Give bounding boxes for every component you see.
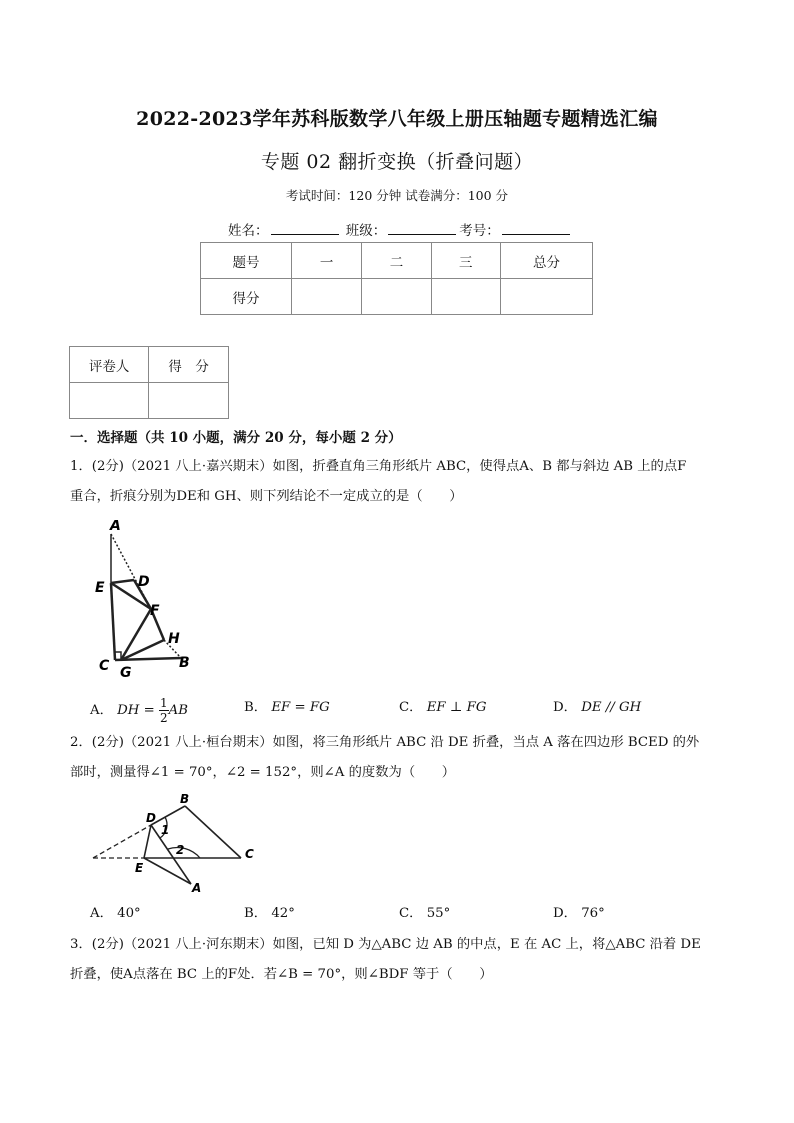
grader-header-row	[70, 347, 229, 383]
grader-header-cell: 得 分	[149, 347, 229, 383]
score-cell[interactable]	[431, 279, 500, 315]
name-blank[interactable]	[271, 222, 339, 235]
label-angle-1: 1	[161, 823, 170, 837]
score-table	[200, 242, 593, 315]
segment-de	[144, 825, 151, 858]
side-ec	[111, 583, 115, 660]
exam-info: 考试时间：120 分钟 试卷满分：100 分	[285, 188, 509, 203]
option-d-letter: D．	[553, 700, 577, 715]
grader-table	[69, 346, 229, 419]
score-table-row	[201, 279, 593, 315]
score-cell[interactable]	[500, 279, 592, 315]
option-d[interactable]	[553, 696, 641, 715]
segment-da	[151, 825, 191, 884]
option-c-text: EF ⊥ FG	[426, 700, 487, 715]
option-a-text: DH = $\frac{1}{2}$ AB	[117, 696, 189, 725]
question-3-line-1: 3．(2分)（2021 八上·河东期末）如图，已知 D 为△ABC 边 AB 的中点，E 在 AC 上，将△ABC 沿着 DE	[70, 937, 701, 952]
option-b-letter: B．	[244, 700, 268, 715]
score-header-cell: 题号	[201, 243, 292, 279]
question-3-line-2: 折叠，使A点落在 BC 上的F处．若∠B = 70°，则∠BDF 等于（ ）	[70, 967, 493, 982]
document-title: 2022-2023学年苏科版数学八年级上册压轴题专题精选汇编	[136, 108, 658, 130]
grader-cell[interactable]	[149, 383, 229, 419]
dashed-line-upper	[93, 825, 151, 858]
option-a-letter: A．	[90, 906, 113, 921]
label-d: D	[146, 811, 156, 825]
segment-ea	[144, 858, 191, 884]
option-b[interactable]	[244, 696, 330, 715]
question-2-figure	[88, 792, 263, 894]
option-b-text: EF = FG	[271, 700, 330, 715]
question-1-figure	[88, 520, 198, 678]
label-e: E	[95, 580, 105, 596]
name-label: 姓名：	[228, 223, 269, 239]
number-blank[interactable]	[502, 222, 570, 235]
option-b[interactable]	[244, 902, 295, 921]
question-2	[70, 728, 720, 788]
score-row-label: 得分	[201, 279, 292, 315]
section-title: 一．选择题（共 10 小题，满分 20 分，每小题 2 分）	[70, 430, 402, 446]
option-b-letter: B．	[244, 906, 268, 921]
option-a[interactable]	[90, 696, 188, 725]
label-angle-2: 2	[176, 843, 185, 857]
label-b: B	[179, 655, 190, 671]
question-2-line-1: 2．(2分)（2021 八上·桓台期末）如图，将三角形纸片 ABC 沿 DE 折叠，当点 A 落在四边形 BCED 的外	[70, 735, 700, 750]
option-d[interactable]	[553, 902, 605, 921]
label-c: C	[99, 658, 110, 674]
question-1-line-1: 1．(2分)（2021 八上·嘉兴期末）如图，折叠直角三角形纸片 ABC，使得点A、B 都与斜边 AB 上的点F	[70, 459, 687, 474]
label-h: H	[168, 631, 180, 647]
label-a: A	[192, 881, 202, 894]
label-d: D	[138, 574, 150, 590]
question-2-options	[90, 900, 730, 924]
option-c[interactable]	[399, 902, 450, 921]
option-a-letter: A．	[90, 703, 113, 718]
score-cell[interactable]	[362, 279, 431, 315]
class-blank[interactable]	[388, 222, 456, 235]
option-d-text: DE // GH	[581, 700, 642, 715]
number-label: 考号：	[459, 223, 500, 239]
segment-bc	[185, 806, 241, 858]
question-1-options	[90, 692, 730, 725]
score-header-cell: 三	[431, 243, 500, 279]
score-table-header-row	[201, 243, 593, 279]
segment-ed	[111, 580, 134, 583]
grader-header-cell: 评卷人	[70, 347, 149, 383]
label-g: G	[120, 665, 132, 678]
document-subtitle: 专题 02 翻折变换（折叠问题）	[260, 151, 534, 173]
score-header-cell: 总分	[500, 243, 592, 279]
option-d-letter: D．	[553, 906, 577, 921]
score-header-cell: 二	[362, 243, 431, 279]
label-a: A	[110, 520, 121, 534]
student-fields	[228, 219, 573, 239]
option-a[interactable]	[90, 902, 141, 921]
grader-row	[70, 383, 229, 419]
question-1-line-2: 重合，折痕分别为DE和 GH、则下列结论不一定成立的是（ ）	[70, 489, 463, 504]
option-c-letter: C．	[399, 700, 423, 715]
score-cell[interactable]	[292, 279, 362, 315]
option-a-text: 40°	[117, 906, 141, 921]
grader-cell[interactable]	[70, 383, 149, 419]
label-b: B	[180, 792, 190, 806]
label-f: F	[150, 603, 160, 619]
question-3	[70, 930, 720, 990]
question-1	[70, 452, 720, 512]
option-c-text: 55°	[426, 906, 451, 921]
option-c-letter: C．	[399, 906, 423, 921]
score-header-cell: 一	[292, 243, 362, 279]
label-c: C	[245, 847, 254, 861]
label-e: E	[135, 861, 144, 875]
option-b-text: 42°	[271, 906, 295, 921]
option-d-text: 76°	[581, 906, 605, 921]
class-label: 班级：	[345, 223, 387, 239]
option-c[interactable]	[399, 696, 486, 715]
question-2-line-2: 部时，测量得∠1 = 70°，∠2 = 152°，则∠A 的度数为（ ）	[70, 765, 456, 780]
